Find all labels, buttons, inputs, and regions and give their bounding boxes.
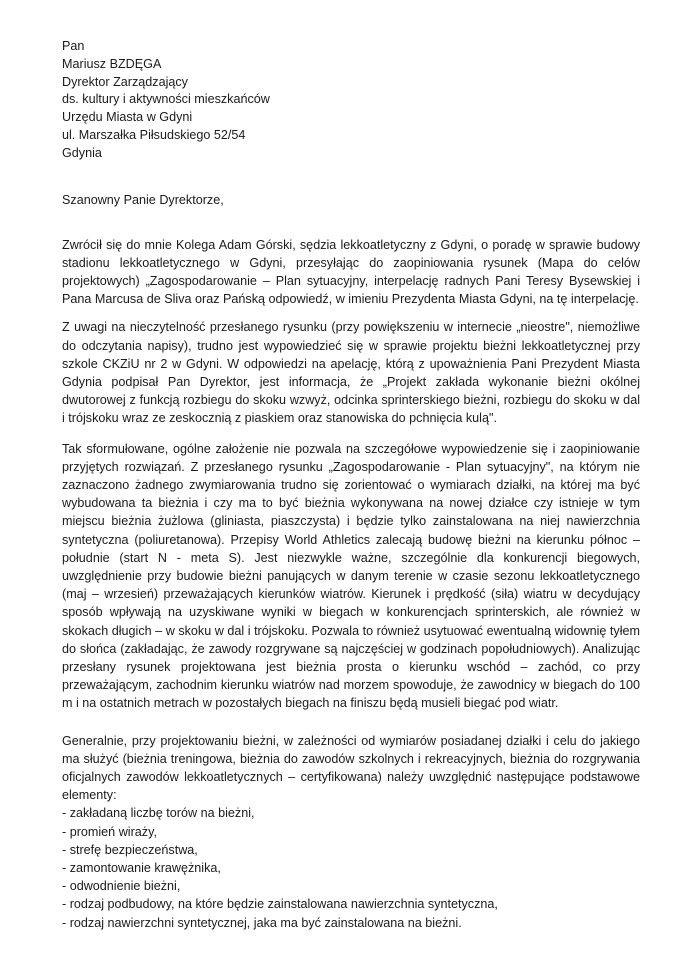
address-line: Pan xyxy=(62,39,85,53)
body-paragraph: Tak sformułowane, ogólne założenie nie pozwala na szczegółowe wypowiedzenie się i zaopiniowanie przyjętych rozwiązań. Z przesłanego rysunku „Zagospodarowanie - Plan sytuacyjny", na którym nie zaznaczono żadnego zwymiarowania trudno się zorientować o wymiarach działki, na której ma być wybudowana ta bieżnia i czy ma to być bieżnia wykonywana na nowej działce czy istnieje w tym miejscu bieżnia żużlowa (gliniasta, piaszczysta) i będzie tylko zainstalowana na niej nawierzchnia syntetyczna (poliuretanowa). Przepisy World Athletics zalecają budowę bieżni na kierunku północ – południe (start N - meta S). Jest niezwykle ważne, szczególnie dla konkurencji biegowych, uwzględnienie przy budowie bieżni panujących w danym terenie w czasie sezonu lekkoatletycznego (maj – wrzesień) przeważających kierunków wiatrów. Kierunek i prędkość (siła) wiatru w decydujący sposób wpływają na uzyskiwane wyniki w biegach w konkurencjach sprinterskich, ale również w skokach długich – w skoku w dal i trójskoku. Pozwala to również usytuować ewentualną widownię tyłem do słońca (zakładając, że zawody rozgrywane są najczęściej w godzinach popołudniowych). Analizując przesłany rysunek projektowana jest bieżnia prosta o kierunku wschód – zachód, co przy przeważającym, zachodnim kierunku wiatrów nad morzem spowoduje, że zawodnicy w biegach do 100 m i na ostatnich metrach w pozostałych biegach na finiszu będą musieli biegać pod wiatr. xyxy=(62,441,640,711)
letter-page xyxy=(62,38,640,932)
list-item: - odwodnienie bieżni, xyxy=(62,879,181,894)
salutation: Szanowny Panie Dyrektorze, xyxy=(62,192,224,207)
list-item: - rodzaj nawierzchni syntetycznej, jaka ma być zainstalowana na bieżni. xyxy=(62,915,462,930)
list-item: - rodzaj podbudowy, na które będzie zainstalowana nawierzchnia syntetyczna, xyxy=(62,897,498,912)
body-paragraph: Generalnie, przy projektowaniu bieżni, w zależności od wymiarów posiadanej działki i celu do jakiego ma służyć (bieżnia treningowa, bieżnia do zawodów szkolnych i rekreacyjnych, bieżnia do rozgrywania oficjalnych zawodów lekkoatletycznych – certyfikowana) należy uwzględnić następujące podstawowe elementy: xyxy=(62,733,640,803)
list-item: - promień wiraży, xyxy=(62,824,157,839)
list-item: - zakładaną liczbę torów na bieżni, xyxy=(62,806,255,821)
body-paragraph: Z uwagi na nieczytelność przesłanego rysunku (przy powiększeniu w internecie „nieostre", niemożliwe do odczytania napisy), trudno jest wypowiedzieć się w sprawie projektu bieżni lekkoatletycznej przy szkole CKZiU nr 2 w Gdyni. W odpowiedzi na apelację, którą z upoważnienia Pani Prezydent Miasta Gdynia podpisał Pan Dyrektor, jest informacja, że „Projekt zakłada wykonanie bieżni okólnej dwutorowej z funkcją rozbiegu do skoku wzwyż, odcinka sprinterskiego bieżni, rozbiegu do skoku w dal i trójskoku wraz ze zeskocznią z piaskiem oraz stanowiska do pchnięcia kulą". xyxy=(62,320,640,426)
address-line: Gdynia xyxy=(62,145,102,160)
requirements-list xyxy=(62,804,640,931)
recipient-address xyxy=(62,38,640,163)
address-line: Dyrektor Zarządzający xyxy=(62,74,188,89)
body-paragraph: Zwrócił się do mnie Kolega Adam Górski, sędzia lekkoatletyczny z Gdyni, o poradę w sprawie budowy stadionu lekkoatletycznego w Gdyni, przesyłając do zaopiniowania rysunek (Mapa do celów projektowych) „Zagospodarowanie – Plan sytuacyjny, interpelację radnych Pani Teresy Bysewskiej i Pana Marcusa de Sliva oraz Pańską odpowiedź, w imieniu Prezydenta Miasta Gdyni, na tę interpelację. xyxy=(62,237,640,307)
address-line: ds. kultury i aktywności mieszkańców xyxy=(62,92,270,107)
list-item: - strefę bezpieczeństwa, xyxy=(62,842,198,857)
address-line: Urzędu Miasta w Gdyni xyxy=(62,110,193,125)
list-item: - zamontowanie krawężnika, xyxy=(62,861,221,876)
address-line: ul. Marszałka Piłsudskiego 52/54 xyxy=(62,127,246,142)
address-line: Mariusz BZDĘGA xyxy=(62,56,162,71)
